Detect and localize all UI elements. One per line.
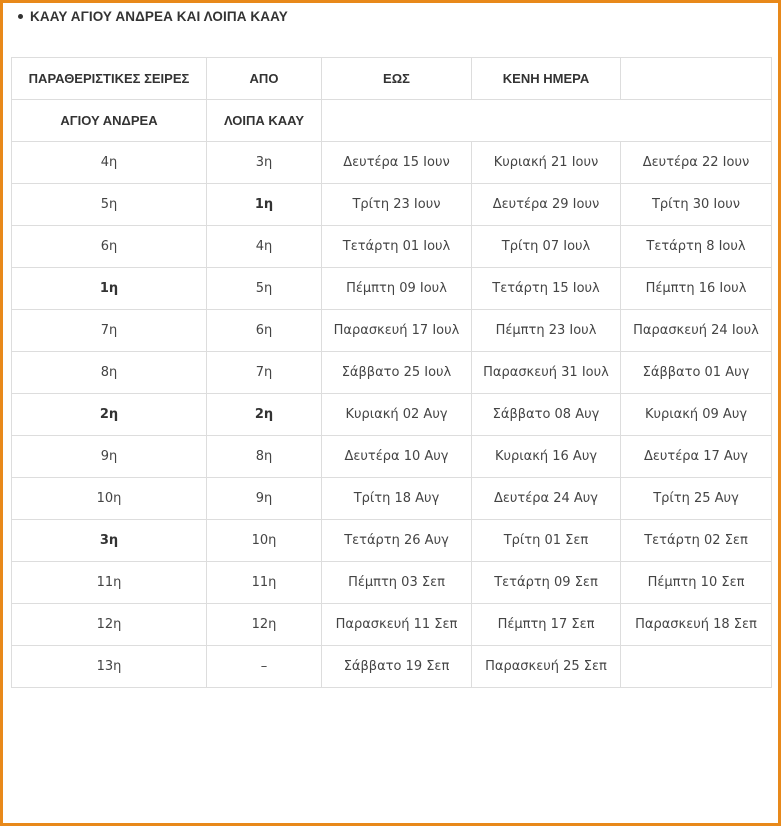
table-cell: Πέμπτη 03 Σεπ [322,562,472,604]
table-cell: Τετάρτη 01 Ιουλ [322,226,472,268]
table-row [12,184,772,226]
table-cell: Τρίτη 01 Σεπ [472,520,621,562]
table-cell: Τετάρτη 09 Σεπ [472,562,621,604]
table-cell: Πέμπτη 17 Σεπ [472,604,621,646]
table-cell: Κυριακή 16 Αυγ [472,436,621,478]
table-cell: Τρίτη 25 Αυγ [621,478,772,520]
table-row [12,604,772,646]
table-cell: Κυριακή 21 Ιουν [472,142,621,184]
table-cell: Τετάρτη 26 Αυγ [322,520,472,562]
table-cell: Δευτέρα 22 Ιουν [621,142,772,184]
table-row [12,478,772,520]
table-cell: 7η [207,352,322,394]
table-cell: Παρασκευή 18 Σεπ [621,604,772,646]
subheader-cell [322,100,772,142]
table-row [12,142,772,184]
table-row [12,226,772,268]
table-row [12,562,772,604]
table-cell: 8η [207,436,322,478]
table-cell: 3η [207,142,322,184]
table-cell: Παρασκευή 31 Ιουλ [472,352,621,394]
table-cell: Δευτέρα 10 Αυγ [322,436,472,478]
table-cell: 1η [207,184,322,226]
header-cell: ΕΩΣ [322,58,472,100]
header-cell: ΑΠΟ [207,58,322,100]
header-cell: ΚΕΝΗ ΗΜΕΡΑ [472,58,621,100]
table-cell: 6η [12,226,207,268]
table-row [12,520,772,562]
table-cell: 5η [207,268,322,310]
table-cell: 1η [12,268,207,310]
table-cell: Τετάρτη 15 Ιουλ [472,268,621,310]
table-cell: Κυριακή 09 Αυγ [621,394,772,436]
table-cell: Σάββατο 08 Αυγ [472,394,621,436]
table-row [12,268,772,310]
table-cell: 11η [12,562,207,604]
table-cell: Σάββατο 25 Ιουλ [322,352,472,394]
table-cell: Σάββατο 19 Σεπ [322,646,472,688]
table-cell: 5η [12,184,207,226]
table-cell: 13η [12,646,207,688]
table-cell: 9η [12,436,207,478]
table-cell: 4η [207,226,322,268]
table-cell: 12η [12,604,207,646]
table-cell: Δευτέρα 29 Ιουν [472,184,621,226]
header-row [12,58,772,100]
table-cell: Δευτέρα 17 Αυγ [621,436,772,478]
table-cell: Δευτέρα 15 Ιουν [322,142,472,184]
table-cell: Κυριακή 02 Αυγ [322,394,472,436]
table-cell: Τρίτη 30 Ιουν [621,184,772,226]
table-row [12,646,772,688]
table-row [12,436,772,478]
table-cell: 11η [207,562,322,604]
table-cell: 6η [207,310,322,352]
table-cell: Τρίτη 07 Ιουλ [472,226,621,268]
table-cell [621,646,772,688]
table-cell: 7η [12,310,207,352]
table-cell: Παρασκευή 24 Ιουλ [621,310,772,352]
table-cell: Πέμπτη 23 Ιουλ [472,310,621,352]
table-cell: Πέμπτη 09 Ιουλ [322,268,472,310]
table-cell: Τετάρτη 8 Ιουλ [621,226,772,268]
table-cell: 10η [207,520,322,562]
subheader-row [12,100,772,142]
section-heading [18,9,288,24]
subheader-cell: ΛΟΙΠΑ ΚΑΑΥ [207,100,322,142]
table-cell: Τρίτη 23 Ιουν [322,184,472,226]
header-cell [621,58,772,100]
table-cell: Παρασκευή 11 Σεπ [322,604,472,646]
schedule-table [11,57,772,688]
section-heading-text: ΚΑΑΥ ΑΓΙΟΥ ΑΝΔΡΕΑ ΚΑΙ ΛΟΙΠΑ ΚΑΑΥ [30,9,288,24]
table-cell: Πέμπτη 10 Σεπ [621,562,772,604]
table-row [12,394,772,436]
table-cell: Σάββατο 01 Αυγ [621,352,772,394]
table-cell: Παρασκευή 25 Σεπ [472,646,621,688]
table-cell: Τετάρτη 02 Σεπ [621,520,772,562]
table-cell: Τρίτη 18 Αυγ [322,478,472,520]
table-cell: – [207,646,322,688]
subheader-cell: ΑΓΙΟΥ ΑΝΔΡΕΑ [12,100,207,142]
table-row [12,352,772,394]
table-cell: 12η [207,604,322,646]
header-cell: ΠΑΡΑΘΕΡΙΣΤΙΚΕΣ ΣΕΙΡΕΣ [12,58,207,100]
table-cell: 8η [12,352,207,394]
table-cell: 2η [207,394,322,436]
table-cell: Πέμπτη 16 Ιουλ [621,268,772,310]
table-cell: Παρασκευή 17 Ιουλ [322,310,472,352]
table-cell: Δευτέρα 24 Αυγ [472,478,621,520]
table-cell: 10η [12,478,207,520]
table-cell: 9η [207,478,322,520]
table-cell: 2η [12,394,207,436]
bullet-icon [18,14,23,19]
table-cell: 4η [12,142,207,184]
table-cell: 3η [12,520,207,562]
table-row [12,310,772,352]
